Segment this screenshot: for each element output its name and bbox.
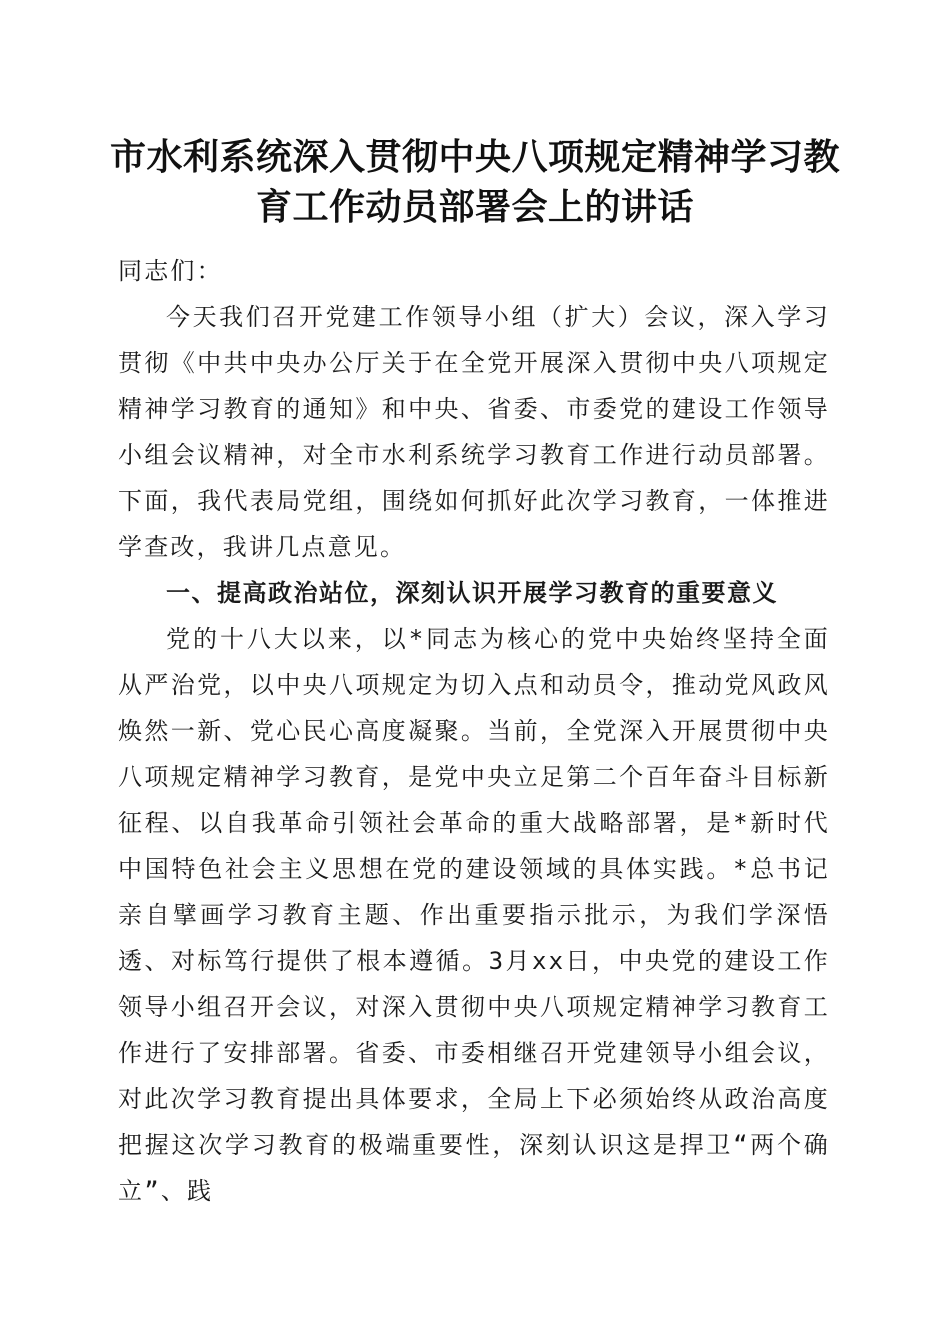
salutation: 同志们： xyxy=(118,257,223,285)
intro-paragraph: 今天我们召开党建工作领导小组（扩大）会议，深入学习贯彻《中共中央办公厅关于在全党开展深入贯彻中央八项规定精神学习教育的通知》和中央、省委、市委党的建设工作领导小组会议精神，对全市水利系统学习教育工作进行动员部署。下面，我代表局党组，围绕如何抓好此次学习教育，一体推进学查改，我讲几点意见。 xyxy=(118,303,830,561)
section-paragraph: 党的十八大以来，以*同志为核心的党中央始终坚持全面从严治党，以中央八项规定为切入点和动员令，推动党风政风焕然一新、党心民心高度凝聚。当前，全党深入开展贯彻中央八项规定精神学习教育，是党中央立足第二个百年奋斗目标新征程、以自我革命引领社会革命的重大战略部署，是*新时代中国特色社会主义思想在党的建设领域的具体实践。*总书记亲自擘画学习教育主题、作出重要指示批示，为我们学深悟透、对标笃行提供了根本遵循。3月xx日，中央党的建设工作领导小组召开会议，对深入贯彻中央八项规定精神学习教育工作进行了安排部署。省委、市委相继召开党建领导小组会议，对此次学习教育提出具体要求，全局上下必须始终从政治高度把握这次学习教育的极端重要性，深刻认识这是捍卫“两个确立”、践 xyxy=(118,625,830,1205)
document-body xyxy=(118,248,830,1214)
document-title: 市水利系统深入贯彻中央八项规定精神学习教育工作动员部署会上的讲话 xyxy=(110,136,841,228)
section-heading: 一、提高政治站位，深刻认识开展学习教育的重要意义 xyxy=(166,579,778,607)
